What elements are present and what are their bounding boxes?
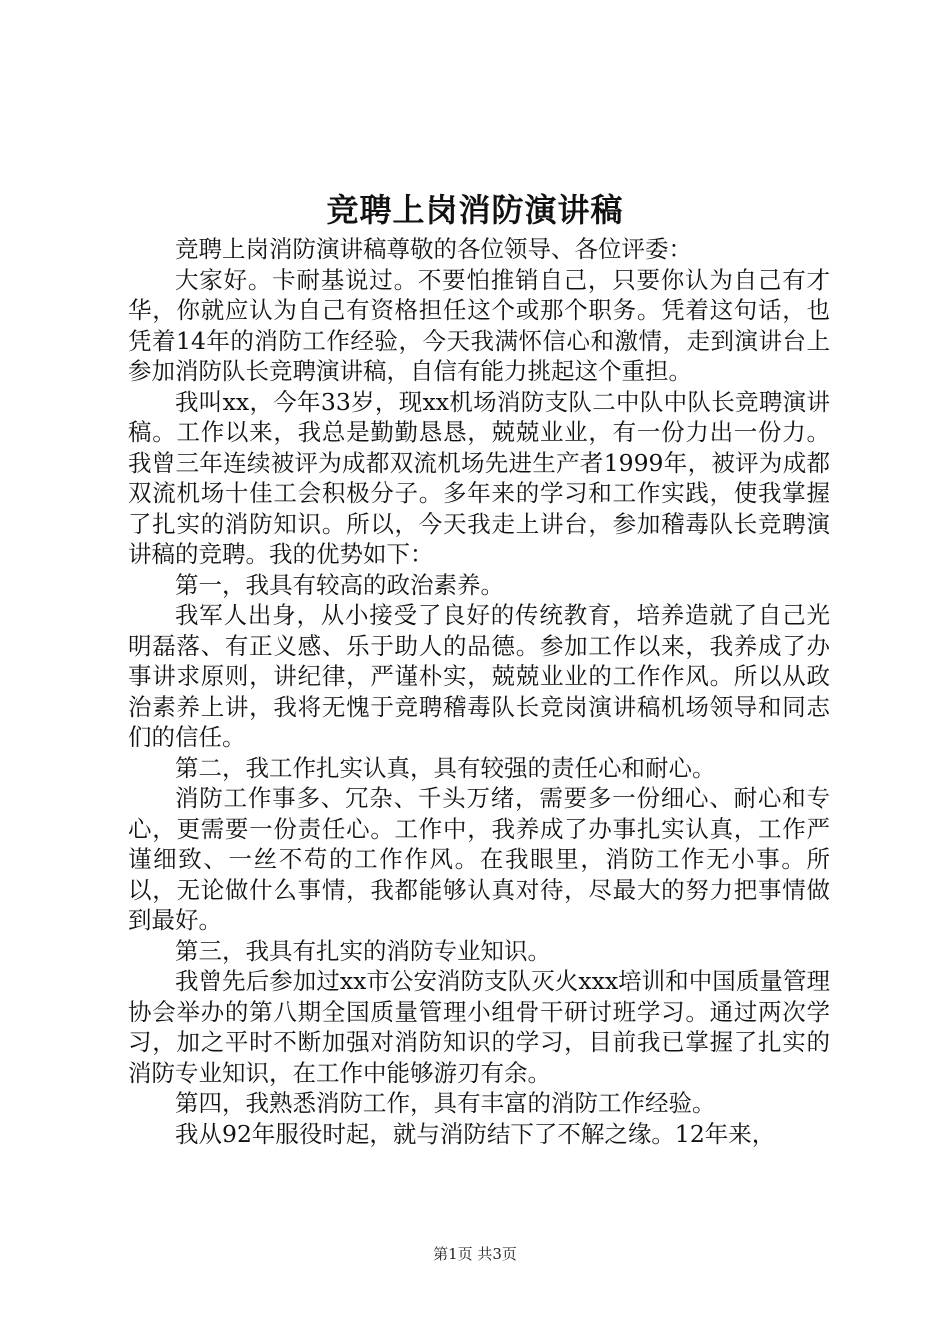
paragraph-heading-fourth: 第四，我熟悉消防工作，具有丰富的消防工作经验。 [175, 1089, 716, 1117]
document-title: 竞聘上岗消防演讲稿 [326, 191, 624, 229]
paragraph-greeting: 大家好。卡耐基说过。不要怕推销自己，只要你认为自己有才华，你就应认为自己有资格担任这个或那个职务。凭着这句话，也凭着14年的消防工作经验，今天我满怀信心和激情，走到演讲台上参加消防队长竞聘演讲稿，自信有能力挑起这个重担。 [128, 265, 830, 385]
paragraph-experience: 我从92年服役时起，就与消防结下了不解之缘。12年来， [175, 1119, 776, 1148]
paragraph-knowledge: 我曾先后参加过xx市公安消防支队灭火xxx培训和中国质量管理协会举办的第八期全国质量管理小组骨干研讨班学习。通过两次学习，加之平时不断加强对消防知识的学习，目前我已掌握了扎实的消防专业知识，在工作中能够游刃有余。 [128, 967, 830, 1087]
paragraph-political-quality: 我军人出身，从小接受了良好的传统教育，培养造就了自己光明磊落、有正义感、乐于助人的品德。参加工作以来，我养成了办事讲求原则，讲纪律，严谨朴实，兢兢业业的工作作风。所以从政治素养上讲，我将无愧于竞聘稽毒队长竞岗演讲稿机场领导和同志们的信任。 [128, 601, 830, 751]
paragraph-heading-third: 第三，我具有扎实的消防专业知识。 [175, 936, 551, 965]
paragraph-heading-first: 第一，我具有较高的政治素养。 [175, 570, 504, 599]
page-number-footer: 第1页 共3页 [433, 1245, 517, 1263]
paragraph-introduction: 我叫xx，今年33岁，现xx机场消防支队二中队中队长竞聘演讲稿。工作以来，我总是勤勤恳恳，兢兢业业，有一份力出一份力。我曾三年连续被评为成都双流机场先进生产者1999年，被评为成都双流机场十佳工会积极分子。多年来的学习和工作实践，使我掌握了扎实的消防知识。所以，今天我走上讲台，参加稽毒队长竞聘演讲稿的竞聘。我的优势如下： [128, 387, 830, 568]
paragraph-heading-second: 第二，我工作扎实认真，具有较强的责任心和耐心。 [175, 753, 716, 782]
document-body [128, 234, 830, 1149]
paragraph-responsibility: 消防工作事多、冗杂、千头万绪，需要多一份细心、耐心和专心，更需要一份责任心。工作中，我养成了办事扎实认真，工作严谨细致、一丝不苟的工作作风。在我眼里，消防工作无小事。所以，无论做什么事情，我都能够认真对待，尽最大的努力把事情做到最好。 [128, 784, 830, 934]
paragraph-salutation: 竞聘上岗消防演讲稿尊敬的各位领导、各位评委： [175, 235, 692, 263]
